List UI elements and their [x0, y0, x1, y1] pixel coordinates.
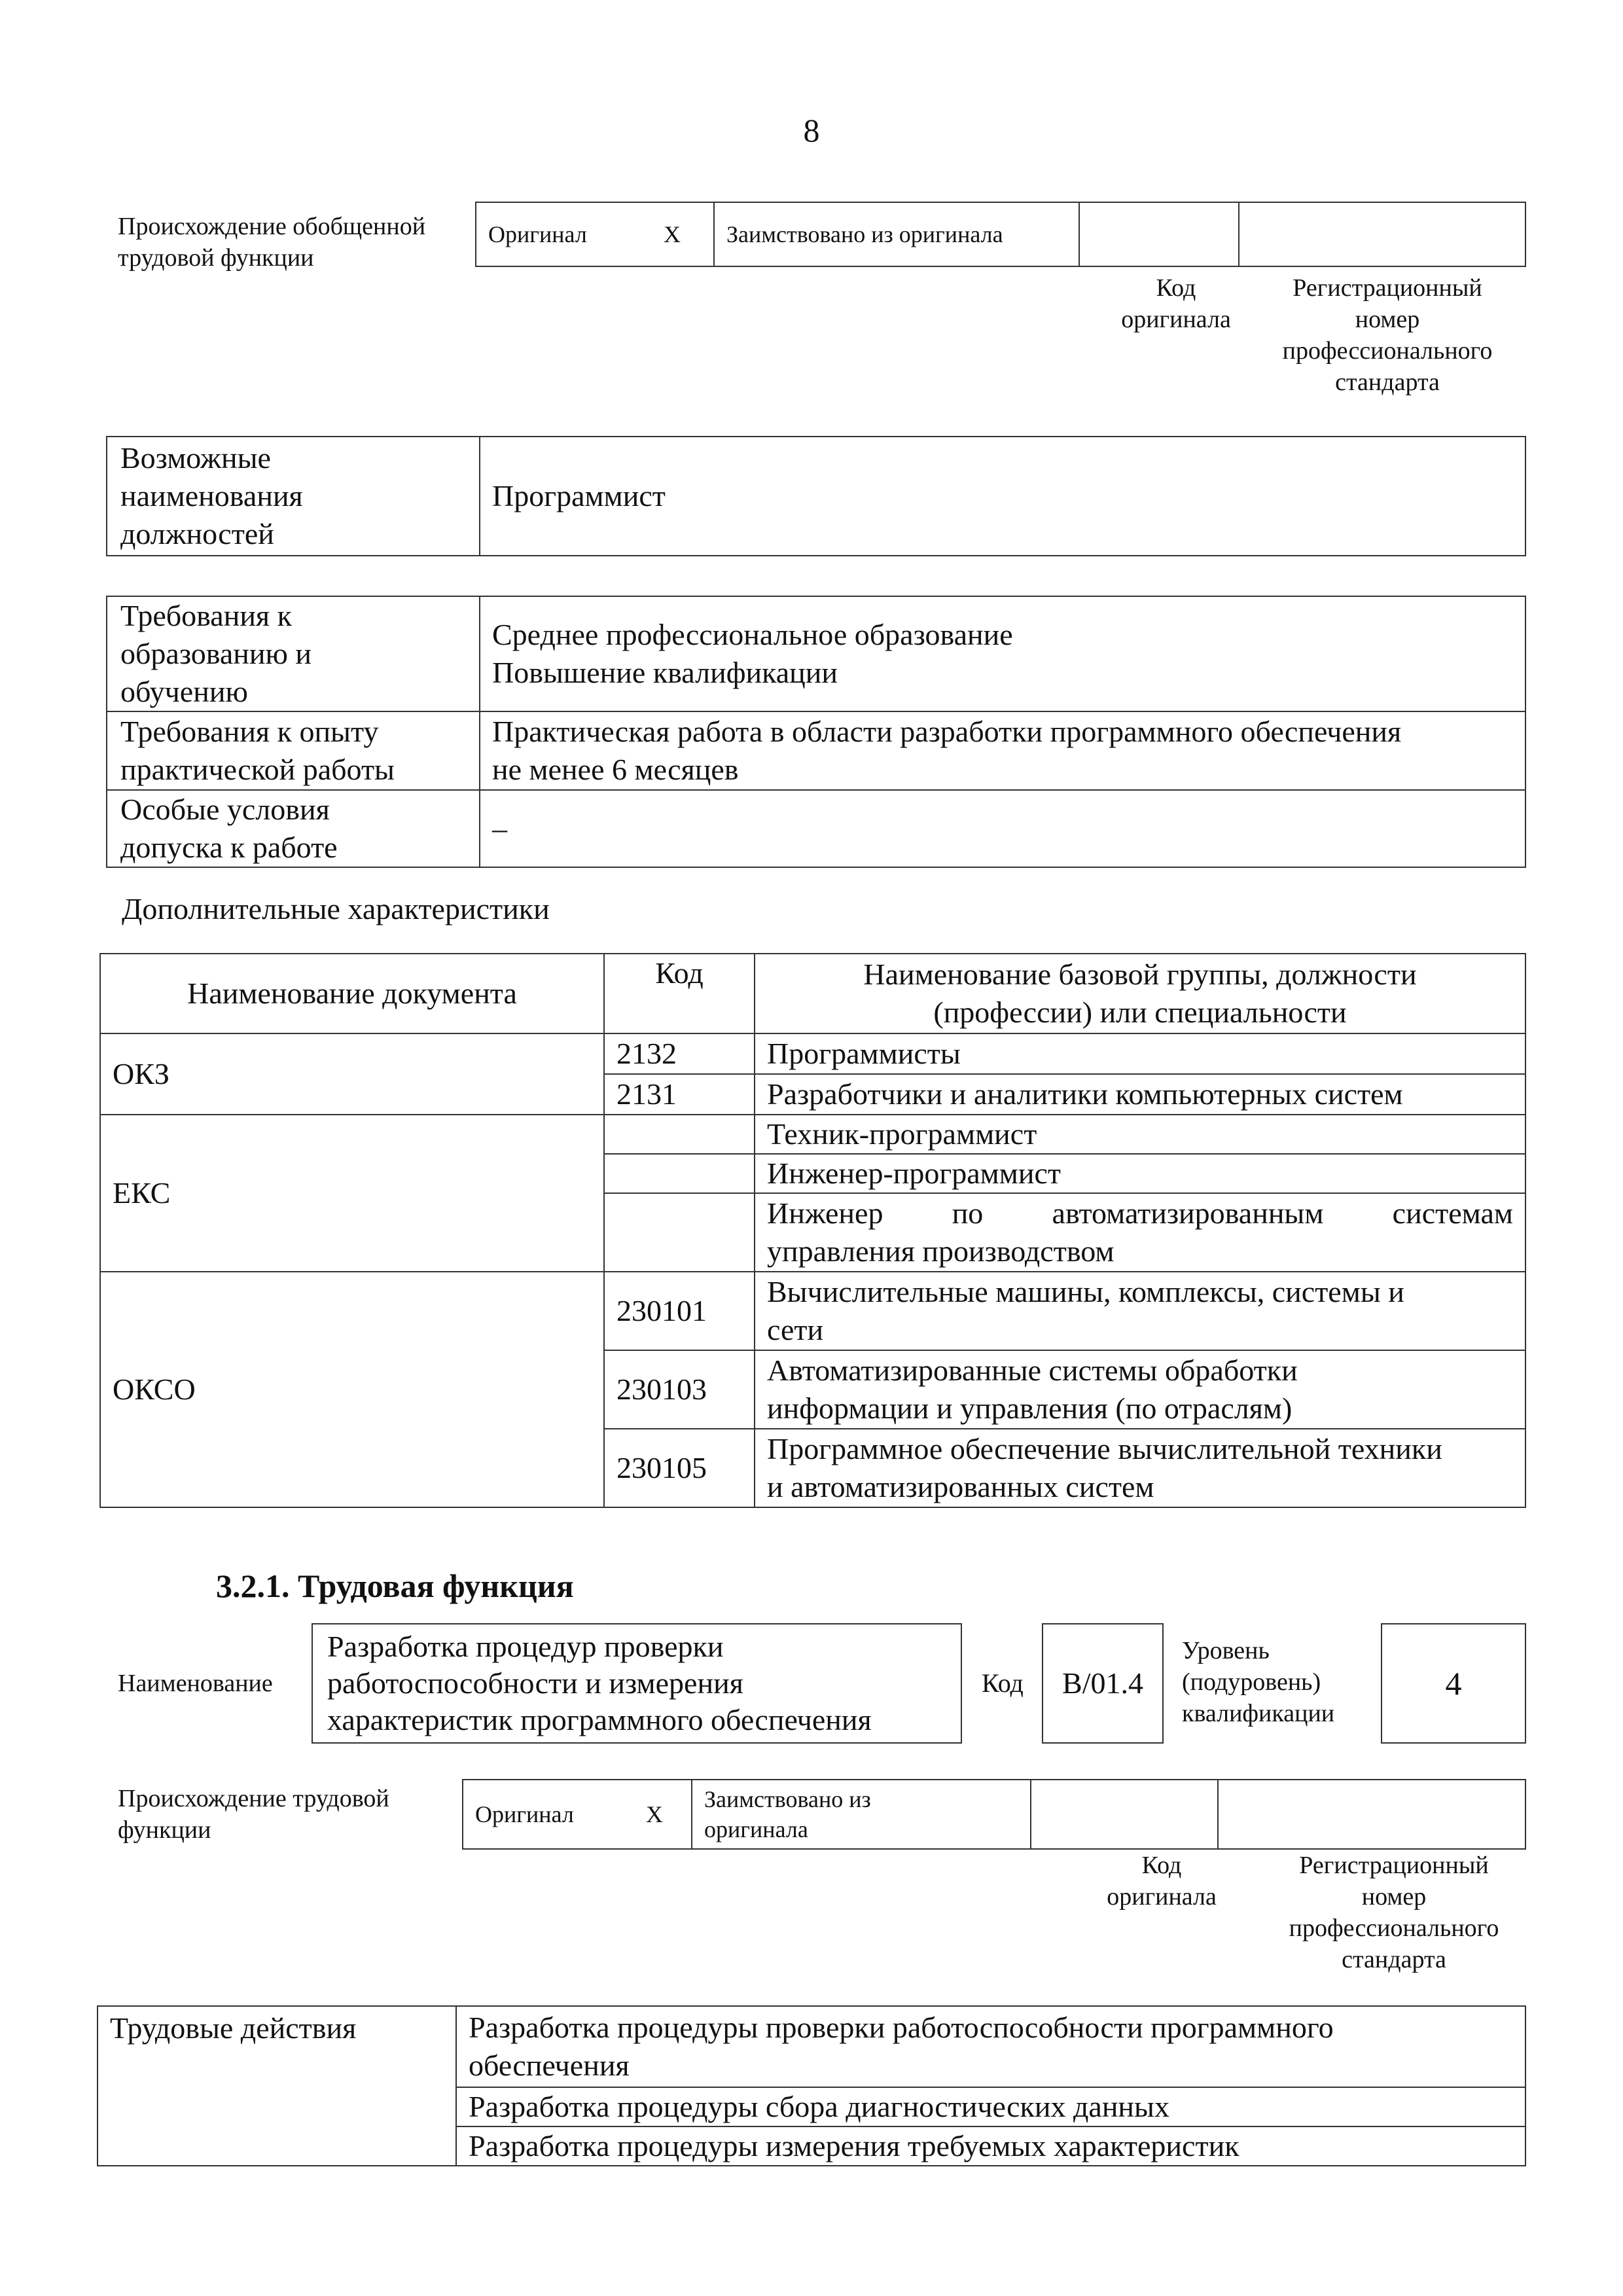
okso-code: 230105: [604, 1429, 755, 1507]
okz-code: 2131: [604, 1074, 755, 1115]
value-line: Повышение квалификации: [492, 656, 838, 689]
eks-code: [604, 1115, 755, 1154]
origin-label-line: трудовой функции: [118, 244, 314, 272]
caption-line: Код: [1141, 1852, 1182, 1879]
additional-characteristics-table: [99, 953, 1526, 1508]
original-mark: X: [618, 1780, 692, 1849]
header-line: Наименование базовой группы, должности: [863, 958, 1417, 991]
label-line: Особые условия: [120, 793, 330, 826]
labor-action: Разработка процедуры сбора диагностических данных: [456, 2087, 1525, 2126]
origin-label-line: Происхождение обобщенной: [118, 213, 426, 240]
eks-code: [604, 1154, 755, 1193]
original-code-cell: [1079, 202, 1239, 266]
okso-label: ОКСО: [100, 1272, 604, 1507]
requirements-table: [106, 596, 1526, 868]
caption-line: профессионального: [1282, 337, 1493, 365]
positions-value: Программист: [480, 437, 1525, 556]
caption-line: оригинала: [1121, 306, 1231, 333]
education-value: [480, 596, 1525, 711]
caption-line: Регистрационный: [1299, 1852, 1489, 1879]
labor-function-name-box: [312, 1623, 962, 1744]
action-line: обеспечения: [469, 2049, 630, 2082]
word: по: [952, 1196, 984, 1230]
name-line: сети: [767, 1313, 824, 1346]
original-label: Оригинал: [463, 1780, 618, 1849]
additional-caption: Дополнительные характеристики: [122, 892, 550, 925]
original-label: Оригинал: [476, 202, 631, 266]
okso-code: 230101: [604, 1272, 755, 1350]
level-value: 4: [1381, 1623, 1526, 1744]
okz-code: 2132: [604, 1033, 755, 1074]
borrowed-label: Заимствовано из оригинала: [714, 202, 1079, 266]
original-code-cell: [1031, 1780, 1218, 1849]
value-line: не менее 6 месяцев: [492, 753, 739, 786]
origin-label-line: Происхождение трудовой: [118, 1785, 389, 1812]
okz-label: ОКЗ: [100, 1033, 604, 1115]
caption-line: номер: [1361, 1883, 1427, 1910]
special-conditions-label: [107, 790, 480, 867]
labor-actions-label: Трудовые действия: [98, 2006, 456, 2166]
name-line: Вычислительные машины, комплексы, системы и: [767, 1275, 1404, 1308]
page-number: 8: [803, 112, 820, 149]
origin-label-line: функции: [118, 1816, 211, 1844]
okz-name: Программисты: [755, 1033, 1525, 1074]
education-label: [107, 596, 480, 711]
label-line: квалификации: [1182, 1700, 1335, 1727]
eks-name: [755, 1193, 1525, 1272]
name-line: Автоматизированные системы обработки: [767, 1354, 1298, 1387]
label-line: Уровень: [1182, 1637, 1270, 1664]
justified-line: [767, 1194, 1513, 1232]
name-line: Программное обеспечение вычислительной техники: [767, 1432, 1442, 1465]
generalized-origin-label: [118, 211, 471, 274]
header-name: [755, 954, 1525, 1033]
name-line: характеристик программного обеспечения: [327, 1703, 872, 1736]
label-line: Требования к опыту: [120, 715, 379, 748]
labor-action: Разработка процедуры измерения требуемых характеристик: [456, 2126, 1525, 2166]
header-code: Код: [604, 954, 755, 1033]
label-line: образованию и: [120, 637, 312, 670]
labor-function-heading: 3.2.1. Трудовая функция: [216, 1568, 574, 1604]
okso-code: 230103: [604, 1350, 755, 1429]
header-line: (профессии) или специальности: [933, 996, 1347, 1029]
label-line: (подуровень): [1182, 1668, 1321, 1696]
original-mark: X: [631, 202, 714, 266]
labor-actions-table: [97, 2005, 1526, 2166]
label-line: обучению: [120, 675, 248, 708]
eks-label: ЕКС: [100, 1115, 604, 1272]
caption-line: стандарта: [1335, 368, 1440, 396]
word: Инженер: [767, 1196, 883, 1230]
name-line: информации и управления (по отраслям): [767, 1391, 1293, 1425]
name-line: управления производством: [767, 1234, 1115, 1268]
caption-line: номер: [1355, 306, 1420, 333]
label-line: оригинала: [704, 1816, 808, 1842]
experience-value: [480, 711, 1525, 790]
caption-line: оригинала: [1107, 1883, 1217, 1910]
name-label: Наименование: [118, 1670, 273, 1697]
original-code-caption: [1073, 1850, 1250, 1912]
positions-label: [107, 437, 480, 556]
label-line: должностей: [120, 517, 274, 550]
special-conditions-value: –: [480, 790, 1525, 867]
caption-line: стандарта: [1342, 1946, 1446, 1973]
caption-line: профессионального: [1289, 1914, 1499, 1942]
value-line: Практическая работа в области разработки программного обеспечения: [492, 715, 1402, 748]
label-line: допуска к работе: [120, 831, 338, 864]
label-line: Возможные: [120, 441, 271, 475]
registration-number-caption: [1243, 272, 1531, 398]
level-label: [1182, 1635, 1334, 1729]
name-line: работоспособности и измерения: [327, 1666, 743, 1700]
original-code-caption: [1088, 272, 1264, 335]
word: системам: [1392, 1196, 1513, 1230]
header-document: Наименование документа: [100, 954, 604, 1033]
label-line: наименования: [120, 479, 303, 512]
labor-action: [456, 2006, 1525, 2087]
label-line: Заимствовано из: [704, 1786, 871, 1812]
okso-name: [755, 1429, 1525, 1507]
eks-name: Техник-программист: [755, 1115, 1525, 1154]
experience-label: [107, 711, 480, 790]
registration-number-cell: [1218, 1780, 1525, 1849]
word: автоматизированным: [1052, 1196, 1324, 1230]
borrowed-label: [692, 1780, 1031, 1849]
code-label: Код: [982, 1668, 1024, 1698]
function-origin-label: [118, 1783, 458, 1846]
eks-code: [604, 1193, 755, 1272]
label-line: Требования к: [120, 599, 292, 632]
okz-name: Разработчики и аналитики компьютерных систем: [755, 1074, 1525, 1115]
function-origin-table: [462, 1779, 1526, 1850]
generalized-origin-table: [475, 202, 1526, 267]
okso-name: [755, 1272, 1525, 1350]
code-value: B/01.4: [1042, 1623, 1164, 1744]
name-line: и автоматизированных систем: [767, 1470, 1154, 1503]
value-line: Среднее профессиональное образование: [492, 618, 1013, 651]
registration-number-cell: [1239, 202, 1525, 266]
positions-table: [106, 436, 1526, 556]
action-line: Разработка процедуры проверки работоспособности программного: [469, 2011, 1334, 2044]
eks-name: Инженер-программист: [755, 1154, 1525, 1193]
okso-name: [755, 1350, 1525, 1429]
caption-line: Код: [1156, 274, 1196, 302]
name-line: Разработка процедур проверки: [327, 1630, 724, 1663]
registration-number-caption: [1250, 1850, 1538, 1975]
label-line: практической работы: [120, 753, 395, 786]
caption-line: Регистрационный: [1293, 274, 1482, 302]
